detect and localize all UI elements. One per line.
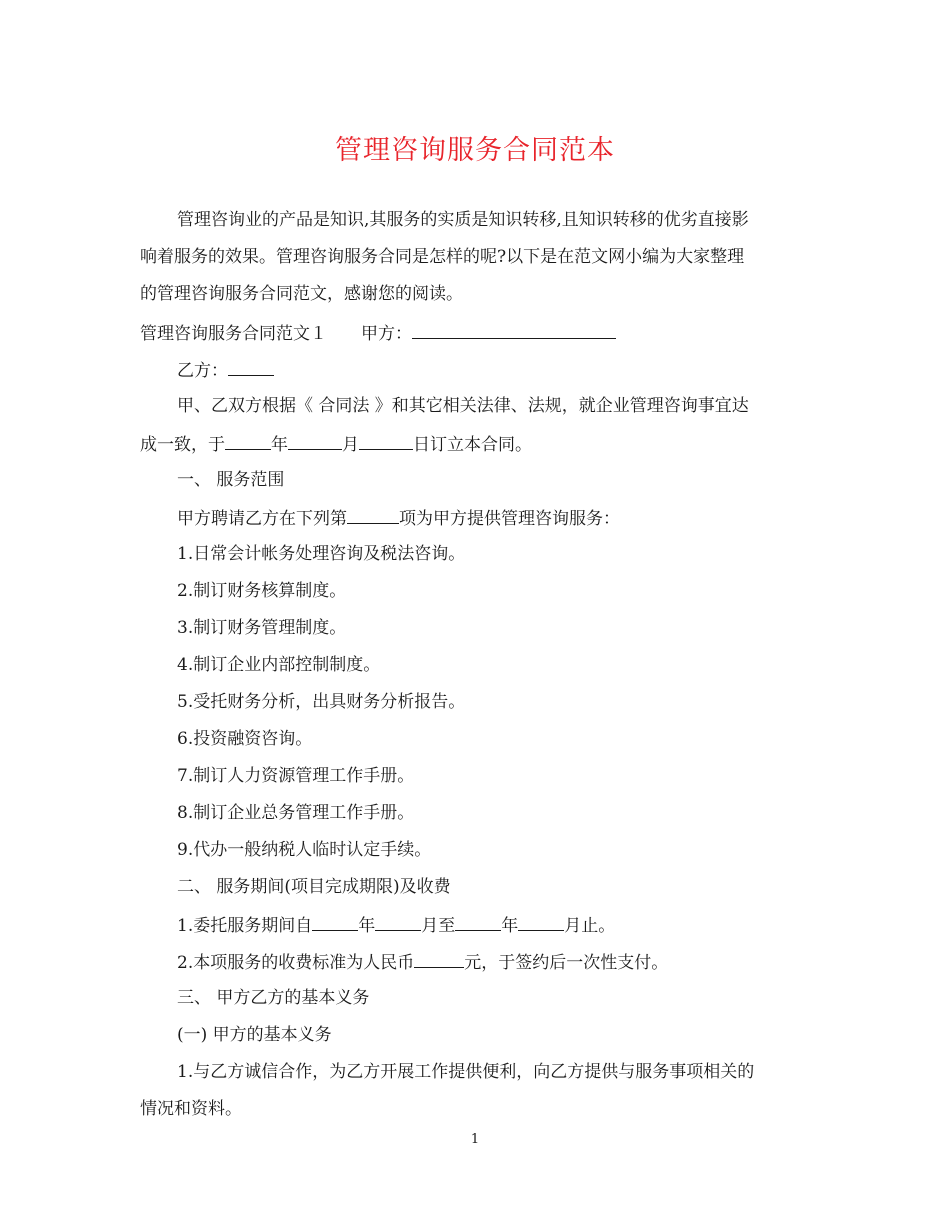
sample-label: 管理咨询服务合同范文１ xyxy=(140,324,327,344)
period-text-a: 1.委托服务期间自 xyxy=(177,916,313,936)
service-period xyxy=(177,912,877,938)
period-text-year-2: 年 xyxy=(501,916,519,936)
agreement-text-month: 月 xyxy=(342,435,359,455)
sample-heading-row xyxy=(140,320,840,346)
section3-sub-heading: (一) 甲方的基本义务 xyxy=(177,1025,332,1045)
service-item: 2.制订财务核算制度。 xyxy=(177,581,347,601)
service-item: 7.制订人力资源管理工作手册。 xyxy=(177,766,415,786)
agreement-line-2 xyxy=(140,431,840,457)
document-title: 管理咨询服务合同范本 xyxy=(335,135,615,166)
agreement-text-day: 日订立本合同。 xyxy=(413,435,532,455)
service-fee xyxy=(177,949,877,975)
section2-heading: 二、 服务期间(项目完成期限)及收费 xyxy=(177,877,451,897)
party-a-label: 甲方： xyxy=(361,324,412,344)
obligation-line-1: 1.与乙方诚信合作，为乙方开展工作提供便利，向乙方提供与服务事项相关的 xyxy=(177,1062,755,1082)
fee-text-a: 2.本项服务的收费标准为人民币 xyxy=(177,953,415,973)
page-number: 1 xyxy=(470,1132,480,1147)
day-blank xyxy=(359,431,413,450)
party-b-label: 乙方： xyxy=(177,361,228,381)
obligation-line-2: 情况和资料。 xyxy=(140,1099,242,1119)
month-blank xyxy=(288,431,342,450)
service-item: 6.投资融资咨询。 xyxy=(177,729,313,749)
party-b-blank xyxy=(228,357,274,376)
start-year-blank xyxy=(312,912,358,931)
fee-amount-blank xyxy=(414,949,464,968)
intro-line-1: 管理咨询业的产品是知识,其服务的实质是知识转移,且知识转移的优劣直接影 xyxy=(177,210,749,230)
service-item: 8.制订企业总务管理工作手册。 xyxy=(177,803,415,823)
period-text-month: 月至 xyxy=(421,916,456,936)
intro-line-3: 的管理咨询服务合同范文，感谢您的阅读。 xyxy=(140,284,463,304)
service-item: 5.受托财务分析，出具财务分析报告。 xyxy=(177,692,466,712)
section3-heading: 三、 甲方乙方的基本义务 xyxy=(177,988,370,1008)
service-item: 4.制订企业内部控制制度。 xyxy=(177,655,381,675)
agreement-line-1: 甲、乙双方根据《 合同法 》和其它相关法律、法规，就企业管理咨询事宜达 xyxy=(177,396,749,416)
start-month-blank xyxy=(375,912,421,931)
end-month-blank xyxy=(518,912,564,931)
service-item: 3.制订财务管理制度。 xyxy=(177,618,347,638)
period-text-end: 月止。 xyxy=(564,916,616,936)
item-number-blank xyxy=(347,505,399,524)
party-b-row xyxy=(177,357,877,383)
agreement-text-a: 成一致，于 xyxy=(140,435,225,455)
section1-heading: 一、 服务范围 xyxy=(177,470,285,490)
section1-intro-a: 甲方聘请乙方在下列第 xyxy=(177,509,347,529)
end-year-blank xyxy=(455,912,501,931)
agreement-text-year: 年 xyxy=(271,435,288,455)
period-text-year: 年 xyxy=(358,916,376,936)
year-blank xyxy=(225,431,271,450)
section1-intro xyxy=(177,505,877,531)
intro-line-2: 响着服务的效果。管理咨询服务合同是怎样的呢?以下是在范文网小编为大家整理 xyxy=(140,247,745,267)
section1-intro-b: 项为甲方提供管理咨询服务： xyxy=(399,509,620,529)
party-a-blank xyxy=(412,320,616,339)
service-item: 9.代办一般纳税人临时认定手续。 xyxy=(177,840,432,860)
fee-text-b: 元，于签约后一次性支付。 xyxy=(464,953,669,973)
service-item: 1.日常会计帐务处理咨询及税法咨询。 xyxy=(177,544,466,564)
